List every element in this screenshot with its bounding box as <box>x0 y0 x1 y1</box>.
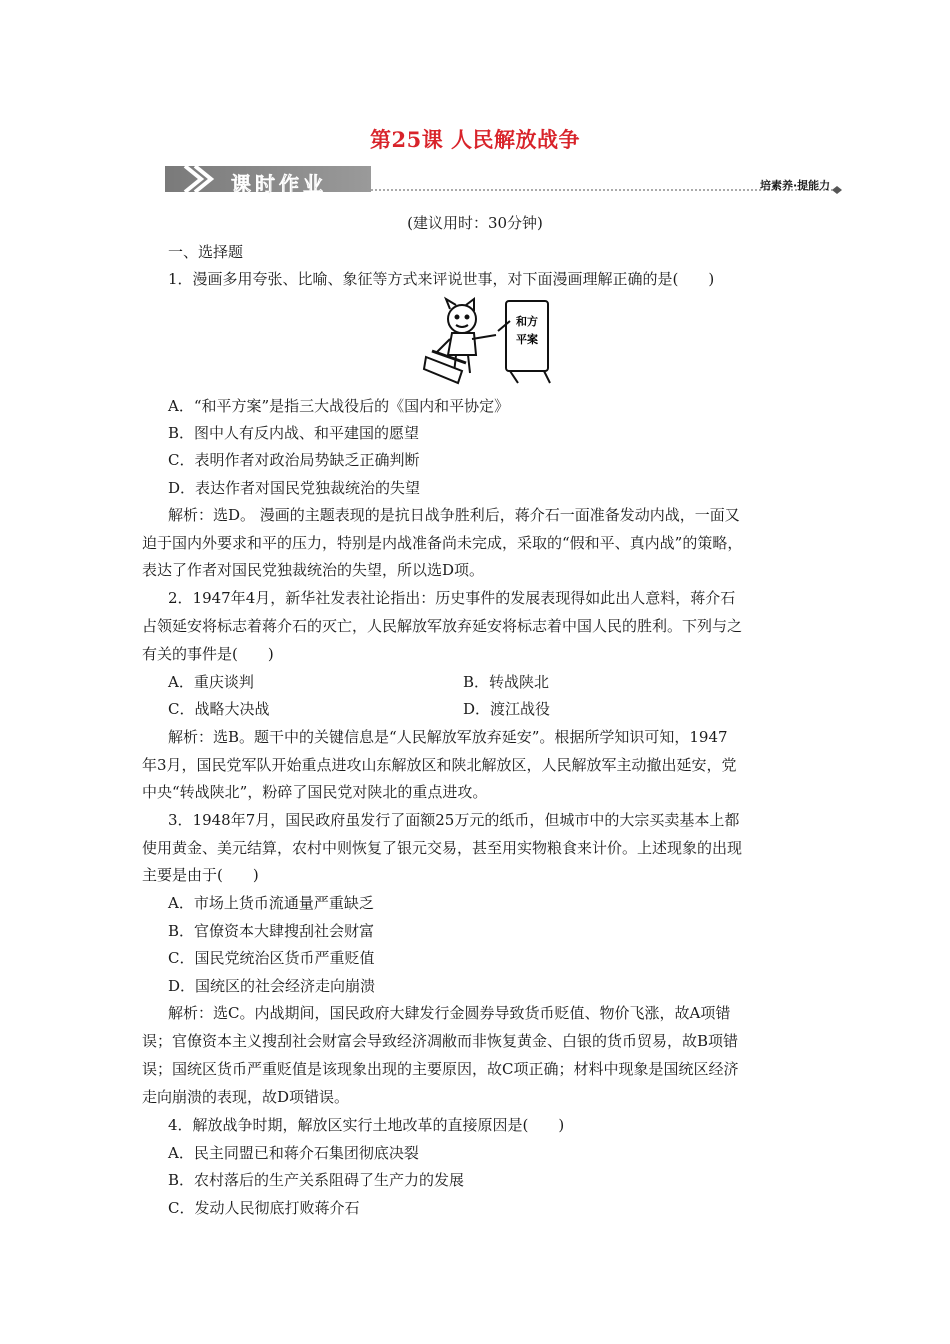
q1-analysis-line: 迫于国内外要求和平的压力，特别是内战准备尚未完成，采取的“假和平、真内战”的策略， <box>142 534 743 552</box>
q3-option-b: B．官僚资本大肆搜刮社会财富 <box>168 922 375 940</box>
cartoon-sign-line2: 平案 <box>516 333 538 346</box>
q3-option-a: A．市场上货币流通量严重缺乏 <box>168 894 374 912</box>
q3-analysis-line: 解析：选C。内战期间，国民政府大肆发行金圆券导致货币贬值、物价飞涨，故A项错 <box>168 1004 731 1022</box>
q2-analysis-line: 年3月，国民党军队开始重点进攻山东解放区和陕北解放区，人民解放军主动撤出延安，党 <box>142 756 737 774</box>
banner-label: 课时作业 <box>231 172 327 196</box>
cartoon-sign-line1: 和方 <box>516 315 538 328</box>
time-note: (建议用时：30分钟) <box>407 214 543 232</box>
q1-analysis-line: 表达了作者对国民党独裁统治的失望，所以选D项。 <box>142 561 485 579</box>
q3-analysis-line: 误；官僚资本主义搜刮社会财富会导致经济凋敝而非恢复黄金、白银的货币贸易，故B项错 <box>142 1032 739 1050</box>
q1-stem: 1．漫画多用夸张、比喻、象征等方式来评说世事，对下面漫画理解正确的是( ) <box>168 270 715 288</box>
q3-analysis-line: 误；国统区货币严重贬值是该现象出现的主要原因，故C项正确；材料中现象是国统区经济 <box>142 1060 739 1078</box>
q4-option-c: C．发动人民彻底打败蒋介石 <box>168 1199 360 1217</box>
q3-stem-line: 主要是由于( ) <box>142 866 259 884</box>
q2-option-b: B．转战陕北 <box>463 673 550 691</box>
q1-option-a: A．“和平方案”是指三大战役后的《国内和平协定》 <box>168 397 510 415</box>
q3-stem-line: 3．1948年7月，国民政府虽发行了面额25万元的纸币，但城市中的大宗买卖基本上都 <box>168 811 740 829</box>
q2-stem-line: 占领延安将标志着蒋介石的灭亡，人民解放军放弃延安将标志着中国人民的胜利。下列与之 <box>142 617 743 635</box>
q1-option-b: B．图中人有反内战、和平建国的愿望 <box>168 424 420 442</box>
q4-option-b: B．农村落后的生产关系阻碍了生产力的发展 <box>168 1171 465 1189</box>
q2-analysis-line: 中央“转战陕北”，粉碎了国民党对陕北的重点进攻。 <box>142 783 488 801</box>
q1-option-c: C．表明作者对政治局势缺乏正确判断 <box>168 451 420 469</box>
q1-analysis-line: 解析：选D。 漫画的主题表现的是抗日战争胜利后，蒋介石一面准备发动内战，一面又 <box>168 506 740 524</box>
q3-option-d: D．国统区的社会经济走向崩溃 <box>168 977 376 995</box>
diamond-icon <box>832 186 842 194</box>
q3-option-c: C．国民党统治区货币严重贬值 <box>168 949 375 967</box>
q2-stem-line: 2．1947年4月，新华社发表社论指出：历史事件的发展表现得如此出人意料，蒋介石 <box>168 589 736 607</box>
page-title: 第25课 人民解放战争 <box>369 127 581 152</box>
q4-stem: 4．解放战争时期，解放区实行土地改革的直接原因是( ) <box>168 1116 565 1134</box>
banner-right-label: 培素养·提能力 <box>760 179 831 192</box>
cartoon-illustration <box>422 291 562 391</box>
q2-stem-line: 有关的事件是( ) <box>142 645 274 663</box>
q2-option-a: A．重庆谈判 <box>168 673 254 691</box>
q2-option-c: C．战略大决战 <box>168 700 270 718</box>
q2-analysis-line: 解析：选B。题干中的关键信息是“人民解放军放弃延安”。根据所学知识可知，1947 <box>168 728 728 746</box>
q4-option-a: A．民主同盟已和蒋介石集团彻底决裂 <box>168 1144 419 1162</box>
q3-stem-line: 使用黄金、美元结算，农村中则恢复了银元交易，甚至用实物粮食来计价。上述现象的出现 <box>142 839 743 857</box>
section-heading: 一、选择题 <box>168 243 244 261</box>
q3-analysis-line: 走向崩溃的表现，故D项错误。 <box>142 1088 350 1106</box>
q1-option-d: D．表达作者对国民党独裁统治的失望 <box>168 479 421 497</box>
q2-option-d: D．渡江战役 <box>463 700 551 718</box>
